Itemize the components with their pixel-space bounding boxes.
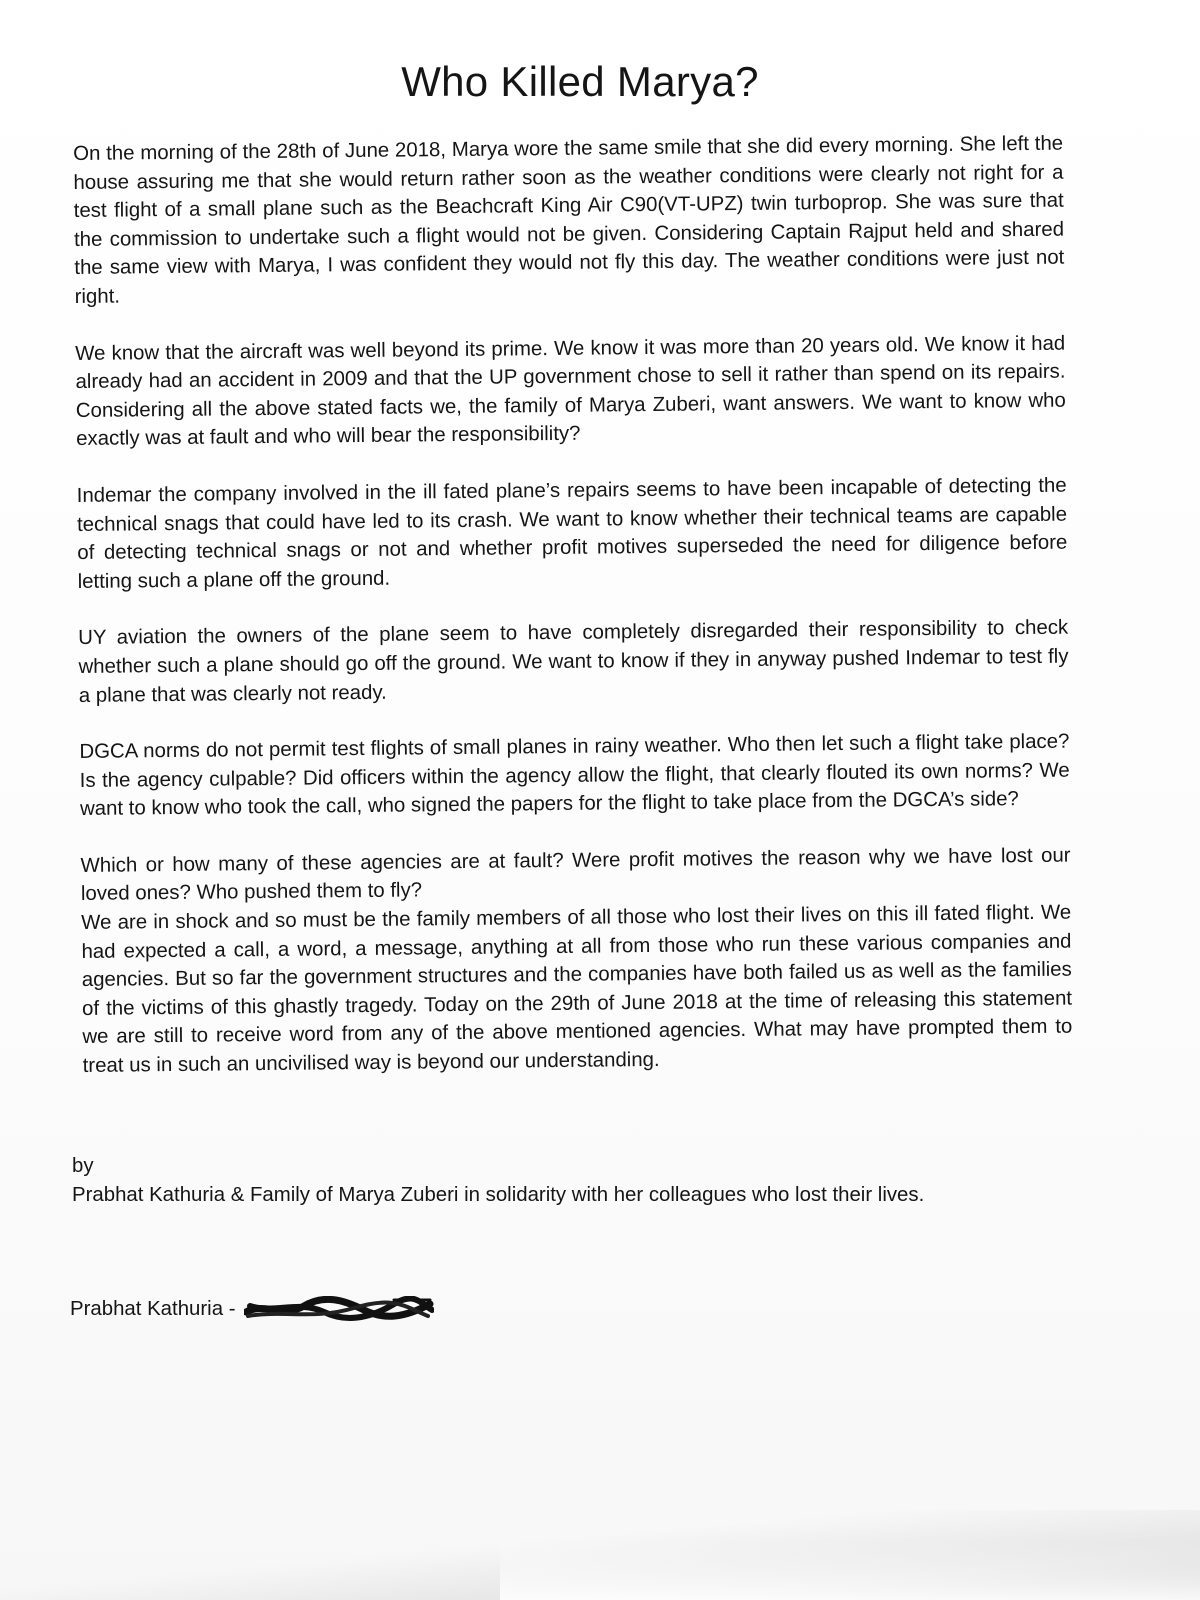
scan-shadow: [0, 1510, 1200, 1600]
paragraph-uy-aviation: UY aviation the owners of the plane seem to have completely disregarded their responsibility to check whether such a plane should go off the ground. We want to know if they in anyway pushed Indemar to test fly a plane that was clearly not ready.: [78, 616, 1069, 707]
by-label: by: [72, 1155, 94, 1177]
signature-name: Prabhat Kathuria -: [70, 1297, 236, 1320]
paragraph-aircraft: We know that the aircraft was well beyond its prime. We know it was more than 20 years old. We know it had already had an accident in 2009 and that the UP government chose to sell it rather than spend on its repairs. Considering all the above stated facts we, the family of Marya Zuberi, want answers. We want to know who exactly was at fault and who will bear the responsibility?: [75, 332, 1066, 451]
attribution-line: Prabhat Kathuria & Family of Marya Zuberi in solidarity with her colleagues who lost their lives.: [72, 1184, 925, 1206]
document-body: [73, 130, 1073, 1109]
document-title: Who Killed Marya?: [401, 58, 759, 105]
paragraph-dgca: DGCA norms do not permit test flights of small planes in rainy weather. Who then let such a flight take place? Is the agency culpable? Did officers within the agency allow the flight, that clearly flouted its own norms? We want to know who took the call, who signed the papers for the flight to take place from the DGCA’s side?: [79, 730, 1070, 821]
paragraph-intro: On the morning of the 28th of June 2018, Marya wore the same smile that she did every morning. She left the house assuring me that she would return rather soon as the weather conditions were clearly not right for a test flight of a small plane such as the Beachcraft King Air C90(VT-UPZ) twin turboprop. She was sure that the commission to undertake such a flight would not be given. Considering Captain Rajput held and shared the same view with Marya, I was confident they would not fly this day. The weather conditions were just not right.: [73, 132, 1065, 308]
signature-line: [70, 1296, 434, 1322]
scribble-redaction-icon: [244, 1296, 434, 1322]
paragraph-questions: Which or how many of these agencies are at fault? Were profit motives the reason why we have lost our loved ones? Who pushed them to fly?: [80, 844, 1071, 906]
paragraph-shock: We are in shock and so must be the family members of all those who lost their lives on this ill fated flight. We had expected a call, a word, a message, anything at all from those who run these various companies and agencies. But so far the government structures and the companies have both failed us as well as the families of the victims of this ghastly tragedy. Today on the 29th of June 2018 at the time of releasing this statement we are still to receive word from any of the above mentioned agencies. What may have prompted them to treat us in such an uncivilised way is beyond our understanding.: [81, 901, 1073, 1077]
paragraph-indemar: Indemar the company involved in the ill fated plane’s repairs seems to have been incapable of detecting the technical snags that could have led to its crash. We want to know whether their technical teams are capable of detecting technical snags or not and whether profit motives superseded the need for diligence before letting such a plane off the ground.: [76, 474, 1068, 593]
closing-block: [72, 1152, 1072, 1210]
